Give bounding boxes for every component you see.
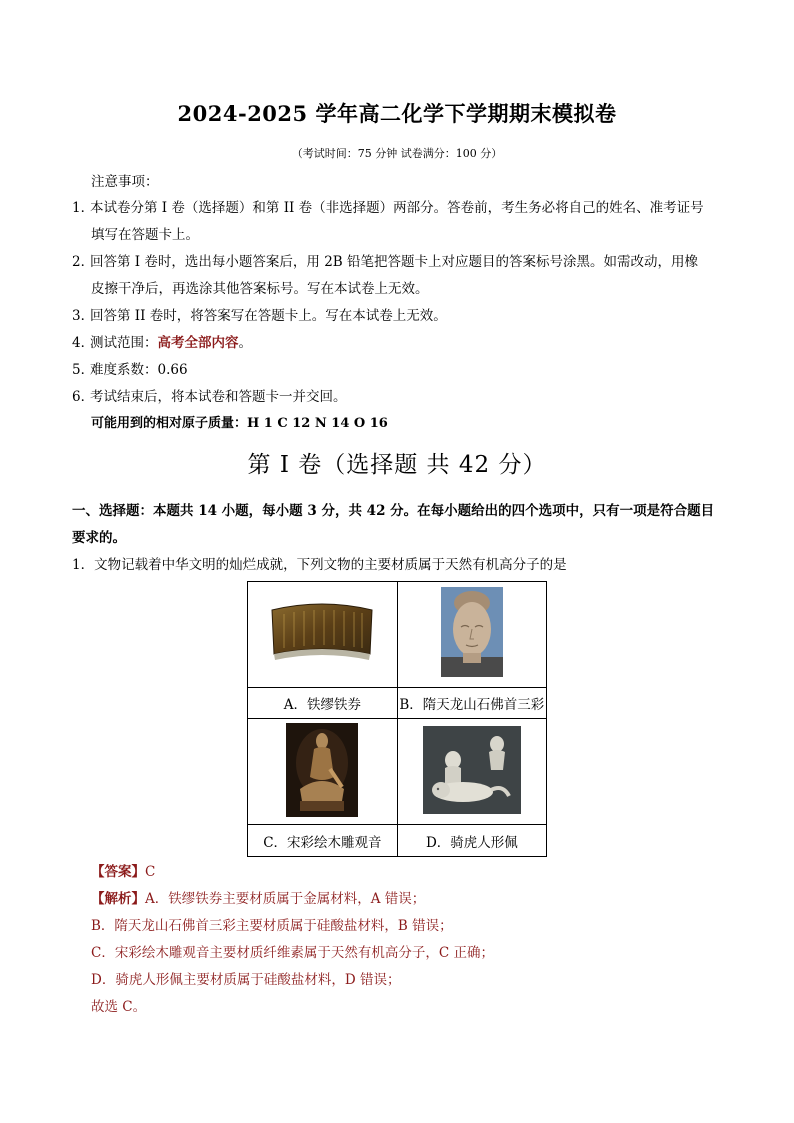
option-d-image-cell [397,719,546,825]
analysis-tag: 【解析】 [91,891,145,907]
notice-item-3: 3．回答第 II 卷时，将答案写在答题卡上。写在本试卷上无效。 [72,308,447,324]
notice-item-4: 4．测试范围：高考全部内容。 [72,335,252,351]
option-c-image-cell [248,719,398,825]
notice-item-2: 2．回答第 I 卷时，选出每小题答案后，用 2B 铅笔把答题卡上对应题目的答案标号涂黑。如需改动，用橡 [72,254,699,270]
option-b-label: B．隋天龙山石佛首三彩 [397,687,546,719]
notice-item-1: 1．本试卷分第 I 卷（选择题）和第 II 卷（非选择题）两部分。答卷前，考生务必将自己的姓名、准考证号 [72,200,704,216]
answer-line [91,860,155,880]
notice-heading: 注意事项： [91,174,159,190]
analysis-line-d: D．骑虎人形佩主要材质属于硅酸盐材料，D 错误； [91,972,401,988]
section-title: 第 I 卷（选择题 共 42 分） [247,452,547,478]
section-instruction-cont: 要求的。 [72,530,126,546]
notice-item-6: 6．考试结束后，将本试卷和答题卡一并交回。 [72,389,347,405]
wooden-guanyin-image [286,723,358,817]
test-scope: 高考全部内容 [157,335,239,351]
answer-tag: 【答案】 [91,864,145,880]
option-a-label: A．铁缪铁券 [248,687,398,719]
answer-value: C [145,864,156,880]
analysis-line-a: 【解析】A．铁缪铁券主要材质属于金属材料，A 错误； [91,891,426,907]
notice-item-2-cont: 皮擦干净后，再选涂其他答案标号。写在本试卷上无效。 [91,281,429,297]
page-title: 2024-2025 学年高二化学下学期期末模拟卷 [177,101,617,126]
iron-tablet-image [266,600,378,664]
option-a-image-cell [248,582,398,688]
section-instruction: 一、选择题：本题共 14 小题，每小题 3 分，共 42 分。在每小题给出的四个选项中，只有一项是符合题目 [72,503,715,519]
analysis-line-c: C．宋彩绘木雕观音主要材质纤维素属于天然有机高分子，C 正确； [91,945,494,961]
notice-item-5: 5．难度系数：0.66 [72,362,188,378]
option-c-label: C．宋彩绘木雕观音 [248,825,398,857]
stone-buddha-head-image [441,587,503,677]
option-b-image-cell [397,582,546,688]
analysis-line-b: B．隋天龙山石佛首三彩主要材质属于硅酸盐材料，B 错误； [91,918,453,934]
option-d-label: D．骑虎人形佩 [397,825,546,857]
options-table [247,581,547,857]
exam-info: （考试时间：75 分钟 试卷满分：100 分） [291,147,503,160]
jade-tiger-rider-image [423,726,521,814]
notice-item-1-cont: 填写在答题卡上。 [91,227,199,243]
analysis-conclusion: 故选 C。 [91,999,147,1015]
question-1-text: 1．文物记载着中华文明的灿烂成就，下列文物的主要材质属于天然有机高分子的是 [72,557,567,573]
atomic-mass-note: 可能用到的相对原子质量：H 1 C 12 N 14 O 16 [91,416,388,431]
